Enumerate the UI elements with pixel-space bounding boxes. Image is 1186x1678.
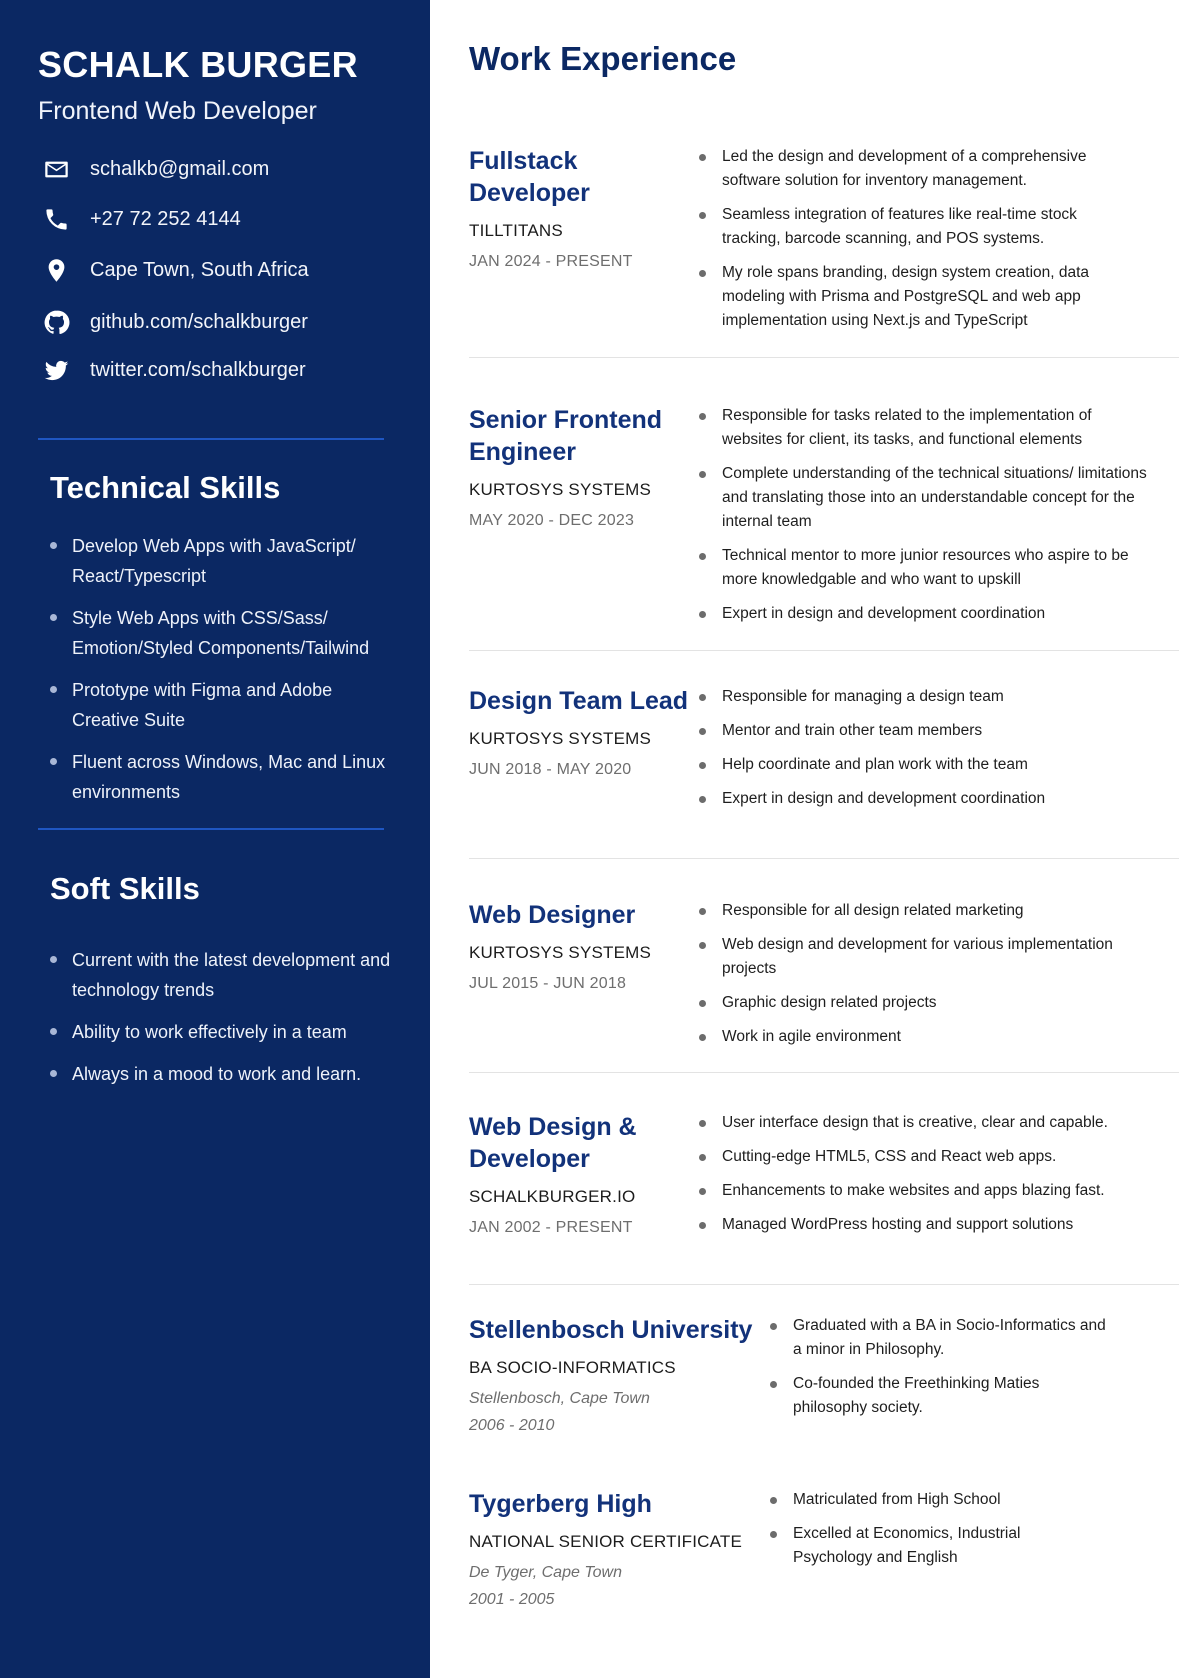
job-bullets bbox=[699, 899, 1139, 1059]
work-experience-heading: Work Experience bbox=[469, 40, 737, 77]
sidebar-divider bbox=[38, 438, 384, 440]
job-dates: JUL 2015 - JUN 2018 bbox=[469, 975, 627, 992]
education-bullets bbox=[770, 1314, 1110, 1430]
list-item: Prototype with Figma and Adobe Creative Suite bbox=[50, 675, 400, 735]
job-title: Design Team Lead bbox=[469, 687, 689, 715]
list-item: Graduated with a BA in Socio-Informatics and a minor in Philosophy. bbox=[770, 1314, 1110, 1362]
soft-skills-list bbox=[50, 945, 400, 1101]
job-company: SCHALKBURGER.IO bbox=[469, 1187, 636, 1206]
job-company: KURTOSYS SYSTEMS bbox=[469, 480, 652, 499]
job-dates: JAN 2024 - PRESENT bbox=[469, 253, 633, 270]
job-company: KURTOSYS SYSTEMS bbox=[469, 729, 652, 748]
contact-github-text: github.com/schalkburger bbox=[90, 310, 308, 333]
phone-icon bbox=[42, 205, 70, 233]
contact-twitter-text: twitter.com/schalkburger bbox=[90, 358, 306, 381]
list-item: Style Web Apps with CSS/Sass/ Emotion/Styled Components/Tailwind bbox=[50, 603, 400, 663]
job-dates: JUN 2018 - MAY 2020 bbox=[469, 761, 632, 778]
sidebar bbox=[0, 0, 430, 1678]
list-item: Enhancements to make websites and apps blazing fast. bbox=[699, 1179, 1169, 1203]
list-item: Cutting-edge HTML5, CSS and React web apps. bbox=[699, 1145, 1169, 1169]
education-bullets bbox=[770, 1488, 1070, 1580]
list-item: Responsible for all design related marketing bbox=[699, 899, 1139, 923]
mail-icon bbox=[42, 155, 70, 183]
qualification: BA SOCIO-INFORMATICS bbox=[469, 1358, 676, 1377]
qualification: NATIONAL SENIOR CERTIFICATE bbox=[469, 1532, 743, 1551]
job-title: Senior Frontend Engineer bbox=[469, 406, 663, 466]
job-dates: MAY 2020 - DEC 2023 bbox=[469, 512, 635, 529]
job-bullets bbox=[699, 145, 1139, 343]
contact-twitter[interactable] bbox=[42, 354, 306, 386]
profile-name: SCHALK BURGER bbox=[38, 44, 358, 85]
school-name: Stellenbosch University bbox=[469, 1316, 753, 1344]
school-name: Tygerberg High bbox=[469, 1490, 652, 1518]
list-item: My role spans branding, design system creation, data modeling with Prisma and PostgreSQL and web app implementation using Next.js and TypeScript bbox=[699, 261, 1139, 333]
section-divider bbox=[469, 858, 1179, 859]
contact-location bbox=[42, 254, 309, 286]
soft-skills-heading: Soft Skills bbox=[50, 871, 200, 906]
contact-phone[interactable] bbox=[42, 203, 241, 235]
list-item: Web design and development for various implementation projects bbox=[699, 933, 1139, 981]
profile-role: Frontend Web Developer bbox=[38, 97, 317, 125]
list-item: Complete understanding of the technical situations/ limitations and translating those into an understandable concept for the internal team bbox=[699, 462, 1149, 534]
job-bullets bbox=[699, 1111, 1169, 1247]
contact-location-text: Cape Town, South Africa bbox=[90, 258, 309, 281]
list-item: Develop Web Apps with JavaScript/ React/Typescript bbox=[50, 531, 400, 591]
list-item: Ability to work effectively in a team bbox=[50, 1017, 400, 1047]
list-item: Managed WordPress hosting and support solutions bbox=[699, 1213, 1169, 1237]
job-dates: JAN 2002 - PRESENT bbox=[469, 1219, 633, 1236]
list-item: Always in a mood to work and learn. bbox=[50, 1059, 400, 1089]
job-company: KURTOSYS SYSTEMS bbox=[469, 943, 652, 962]
list-item: Expert in design and development coordination bbox=[699, 787, 1149, 811]
list-item: Expert in design and development coordination bbox=[699, 602, 1149, 626]
list-item: Mentor and train other team members bbox=[699, 719, 1149, 743]
list-item: Responsible for tasks related to the implementation of websites for client, its tasks, and functional elements bbox=[699, 404, 1149, 452]
list-item: Seamless integration of features like real-time stock tracking, barcode scanning, and POS systems. bbox=[699, 203, 1139, 251]
list-item: Fluent across Windows, Mac and Linux environments bbox=[50, 747, 400, 807]
list-item: Led the design and development of a comprehensive software solution for inventory management. bbox=[699, 145, 1139, 193]
education-years: 2006 - 2010 bbox=[469, 1417, 555, 1434]
section-divider bbox=[469, 1072, 1179, 1073]
list-item: Graphic design related projects bbox=[699, 991, 1139, 1015]
list-item: Help coordinate and plan work with the team bbox=[699, 753, 1149, 777]
job-title: Web Design & Developer bbox=[469, 1113, 637, 1173]
list-item: Current with the latest development and technology trends bbox=[50, 945, 400, 1005]
section-divider bbox=[469, 650, 1179, 651]
list-item: Co-founded the Freethinking Maties philosophy society. bbox=[770, 1372, 1110, 1420]
list-item: Work in agile environment bbox=[699, 1025, 1139, 1049]
contact-email-text: schalkb@gmail.com bbox=[90, 157, 270, 180]
job-company: TILLTITANS bbox=[469, 221, 563, 240]
location-pin-icon bbox=[42, 256, 70, 284]
github-icon bbox=[42, 308, 70, 336]
job-bullets bbox=[699, 404, 1149, 636]
job-bullets bbox=[699, 685, 1149, 821]
list-item: Excelled at Economics, Industrial Psychology and English bbox=[770, 1522, 1070, 1570]
sidebar-divider bbox=[38, 828, 384, 830]
twitter-icon bbox=[42, 356, 70, 384]
technical-skills-list bbox=[50, 531, 400, 819]
education-location: De Tyger, Cape Town bbox=[469, 1564, 622, 1581]
job-title: Web Designer bbox=[469, 901, 636, 929]
list-item: Technical mentor to more junior resources who aspire to be more knowledgable and who want to upskill bbox=[699, 544, 1149, 592]
section-divider bbox=[469, 357, 1179, 358]
contact-github[interactable] bbox=[42, 306, 308, 338]
education-location: Stellenbosch, Cape Town bbox=[469, 1390, 650, 1407]
list-item: Matriculated from High School bbox=[770, 1488, 1070, 1512]
job-title: Fullstack Developer bbox=[469, 147, 590, 207]
list-item: User interface design that is creative, clear and capable. bbox=[699, 1111, 1169, 1135]
section-divider bbox=[469, 1284, 1179, 1285]
list-item: Responsible for managing a design team bbox=[699, 685, 1149, 709]
contact-phone-text: +27 72 252 4144 bbox=[90, 207, 241, 230]
contact-email[interactable] bbox=[42, 153, 269, 185]
technical-skills-heading: Technical Skills bbox=[50, 470, 281, 505]
education-years: 2001 - 2005 bbox=[469, 1591, 555, 1608]
